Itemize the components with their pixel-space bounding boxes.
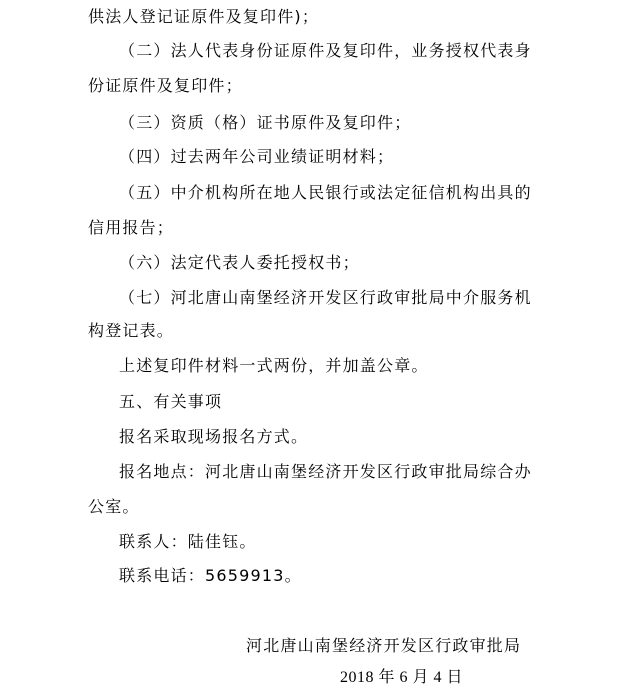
signature-date: 2018 年 6 月 4 日 [340,669,464,686]
text-line: （七）河北唐山南堡经济开发区行政审批局中介服务机 [119,288,532,307]
text-line: 份证原件及复印件； [88,76,243,95]
text-line: 报名采取现场报名方式。 [119,427,309,446]
contact-phone: 联系电话：5659913。 [119,566,302,585]
text-line: （四）过去两年公司业绩证明材料； [119,147,395,166]
text-line: 报名地点：河北唐山南堡经济开发区行政审批局综合办 [119,462,532,481]
text-line: 公室。 [88,497,140,516]
text-line: （六）法定代表人委托授权书； [119,253,360,272]
text-line: （二）法人代表身份证原件及复印件，业务授权代表身 [119,41,532,60]
text-line: （五）中介机构所在地人民银行或法定征信机构出具的 [119,183,532,202]
signature-organization: 河北唐山南堡经济开发区行政审批局 [246,636,522,655]
text-line: 上述复印件材料一式两份，并加盖公章。 [119,356,429,375]
text-line: 构登记表。 [88,321,175,340]
text-line: （三）资质（格）证书原件及复印件； [119,113,412,132]
section-heading: 五、有关事项 [119,392,223,411]
text-line: 信用报告； [88,218,175,237]
contact-person: 联系人：陆佳钰。 [119,532,257,551]
text-line: 供法人登记证原件及复印件)； [88,7,320,26]
